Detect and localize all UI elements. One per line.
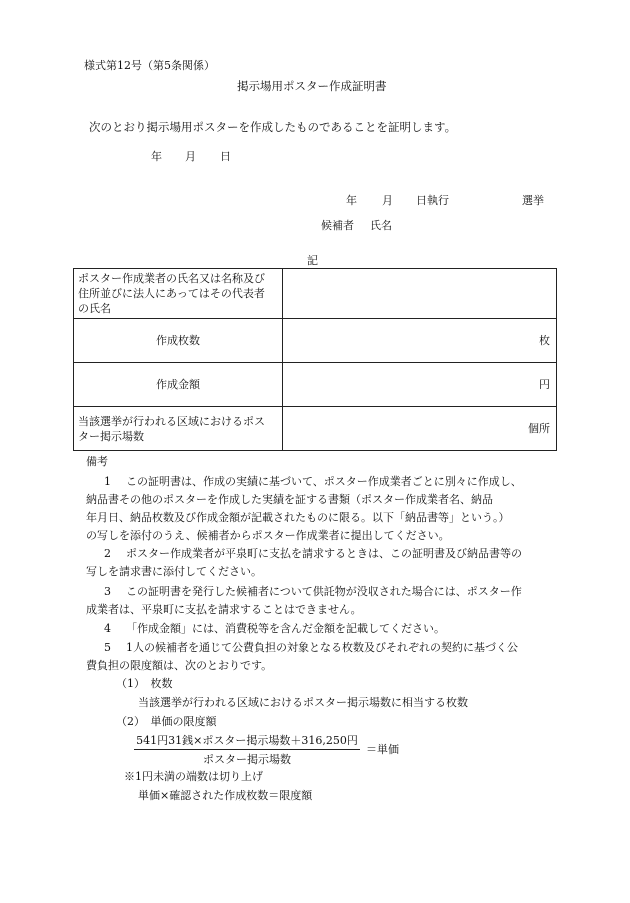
certificate-table [73, 268, 557, 451]
note-5: 5 1人の候補者を通じて公費負担の対象となる枚数及びそれぞれの契約に基づく公 費負担の限度額は、次のとおりです。 [86, 641, 518, 672]
board-count-field[interactable] [283, 407, 557, 451]
amount-unit: 円 [539, 377, 550, 391]
note-2: 2 ポスター作成業者が平泉町に支払を請求するときは、この証明書及び納品書等の 写しを請求書に添付してください。 [86, 547, 522, 578]
sub-item-1-label: （1） 枚数 [116, 677, 173, 690]
note-1-number: 1 [104, 475, 111, 488]
fraction-numerator: 541円31銭×ポスター掲示場数＋316,250円 [134, 734, 360, 750]
candidate-name-label: 氏名 [370, 219, 392, 232]
rounding-remark: ※1円未満の端数は切り上げ [124, 770, 263, 783]
board-count-unit: 個所 [528, 421, 550, 435]
intro-text: 次のとおり掲示場用ポスターを作成したものであることを証明します。 [89, 120, 457, 134]
ki-heading: 記 [307, 254, 318, 267]
election-year: 年 [346, 194, 357, 207]
table-row [74, 269, 557, 319]
table-row [74, 407, 557, 451]
board-count-label: 当該選挙が行われる区域におけるポス ター掲示場数 [74, 407, 283, 451]
date-year: 年 [151, 150, 162, 163]
unit-price-fraction [134, 734, 360, 766]
limit-formula: 単価×確認された作成枚数＝限度額 [138, 789, 313, 802]
poster-count-label: 作成枚数 [74, 319, 283, 363]
election-label: 選挙 [522, 194, 544, 207]
note-4-number: 4 [104, 622, 111, 635]
amount-label: 作成金額 [74, 363, 283, 407]
note-2-number: 2 [104, 547, 111, 560]
contractor-name-field[interactable] [283, 269, 557, 319]
note-3-number: 3 [104, 585, 111, 598]
poster-count-unit: 枚 [539, 333, 550, 347]
date-day: 日 [220, 150, 231, 163]
page-title: 掲示場用ポスター作成証明書 [237, 79, 387, 93]
notes-heading: 備考 [86, 455, 108, 468]
sub-item-1-text: 当該選挙が行われる区域におけるポスター掲示場数に相当する枚数 [138, 696, 468, 709]
form-number: 様式第12号（第5条関係） [84, 59, 215, 72]
election-month: 月 [382, 194, 393, 207]
contractor-name-label: ポスター作成業者の氏名又は名称及び 住所並びに法人にあってはその代表者 の氏名 [74, 269, 283, 319]
table-row [74, 363, 557, 407]
poster-count-field[interactable] [283, 319, 557, 363]
date-month: 月 [185, 150, 196, 163]
note-3: 3 この証明書を発行した候補者について供託物が没収された場合には、ポスター作 成業者は、平泉町に支払を請求することはできません。 [86, 585, 522, 616]
election-day: 日執行 [416, 194, 449, 207]
sub-item-2-label: （2） 単価の限度額 [116, 715, 217, 728]
note-5-number: 5 [104, 641, 111, 654]
table-row [74, 319, 557, 363]
candidate-label: 候補者 [321, 219, 354, 232]
fraction-result: ＝単価 [366, 743, 399, 756]
note-4: 4 「作成金額」には、消費税等を含んだ金額を記載してください。 [104, 620, 550, 638]
amount-field[interactable] [283, 363, 557, 407]
fraction-denominator: ポスター掲示場数 [203, 753, 291, 767]
note-1: 1 この証明書は、作成の実績に基づいて、ポスター作成業者ごとに別々に作成し、 納品書その他のポスターを作成した実績を証する書類（ポスター作成業者名、納品 年月日、納品枚数及び作成金額が記載されたものに限る。以下「納品書等」という。） の写しを添付のうえ、候補者からポスター作成業者に提出してください。 [86, 475, 522, 542]
